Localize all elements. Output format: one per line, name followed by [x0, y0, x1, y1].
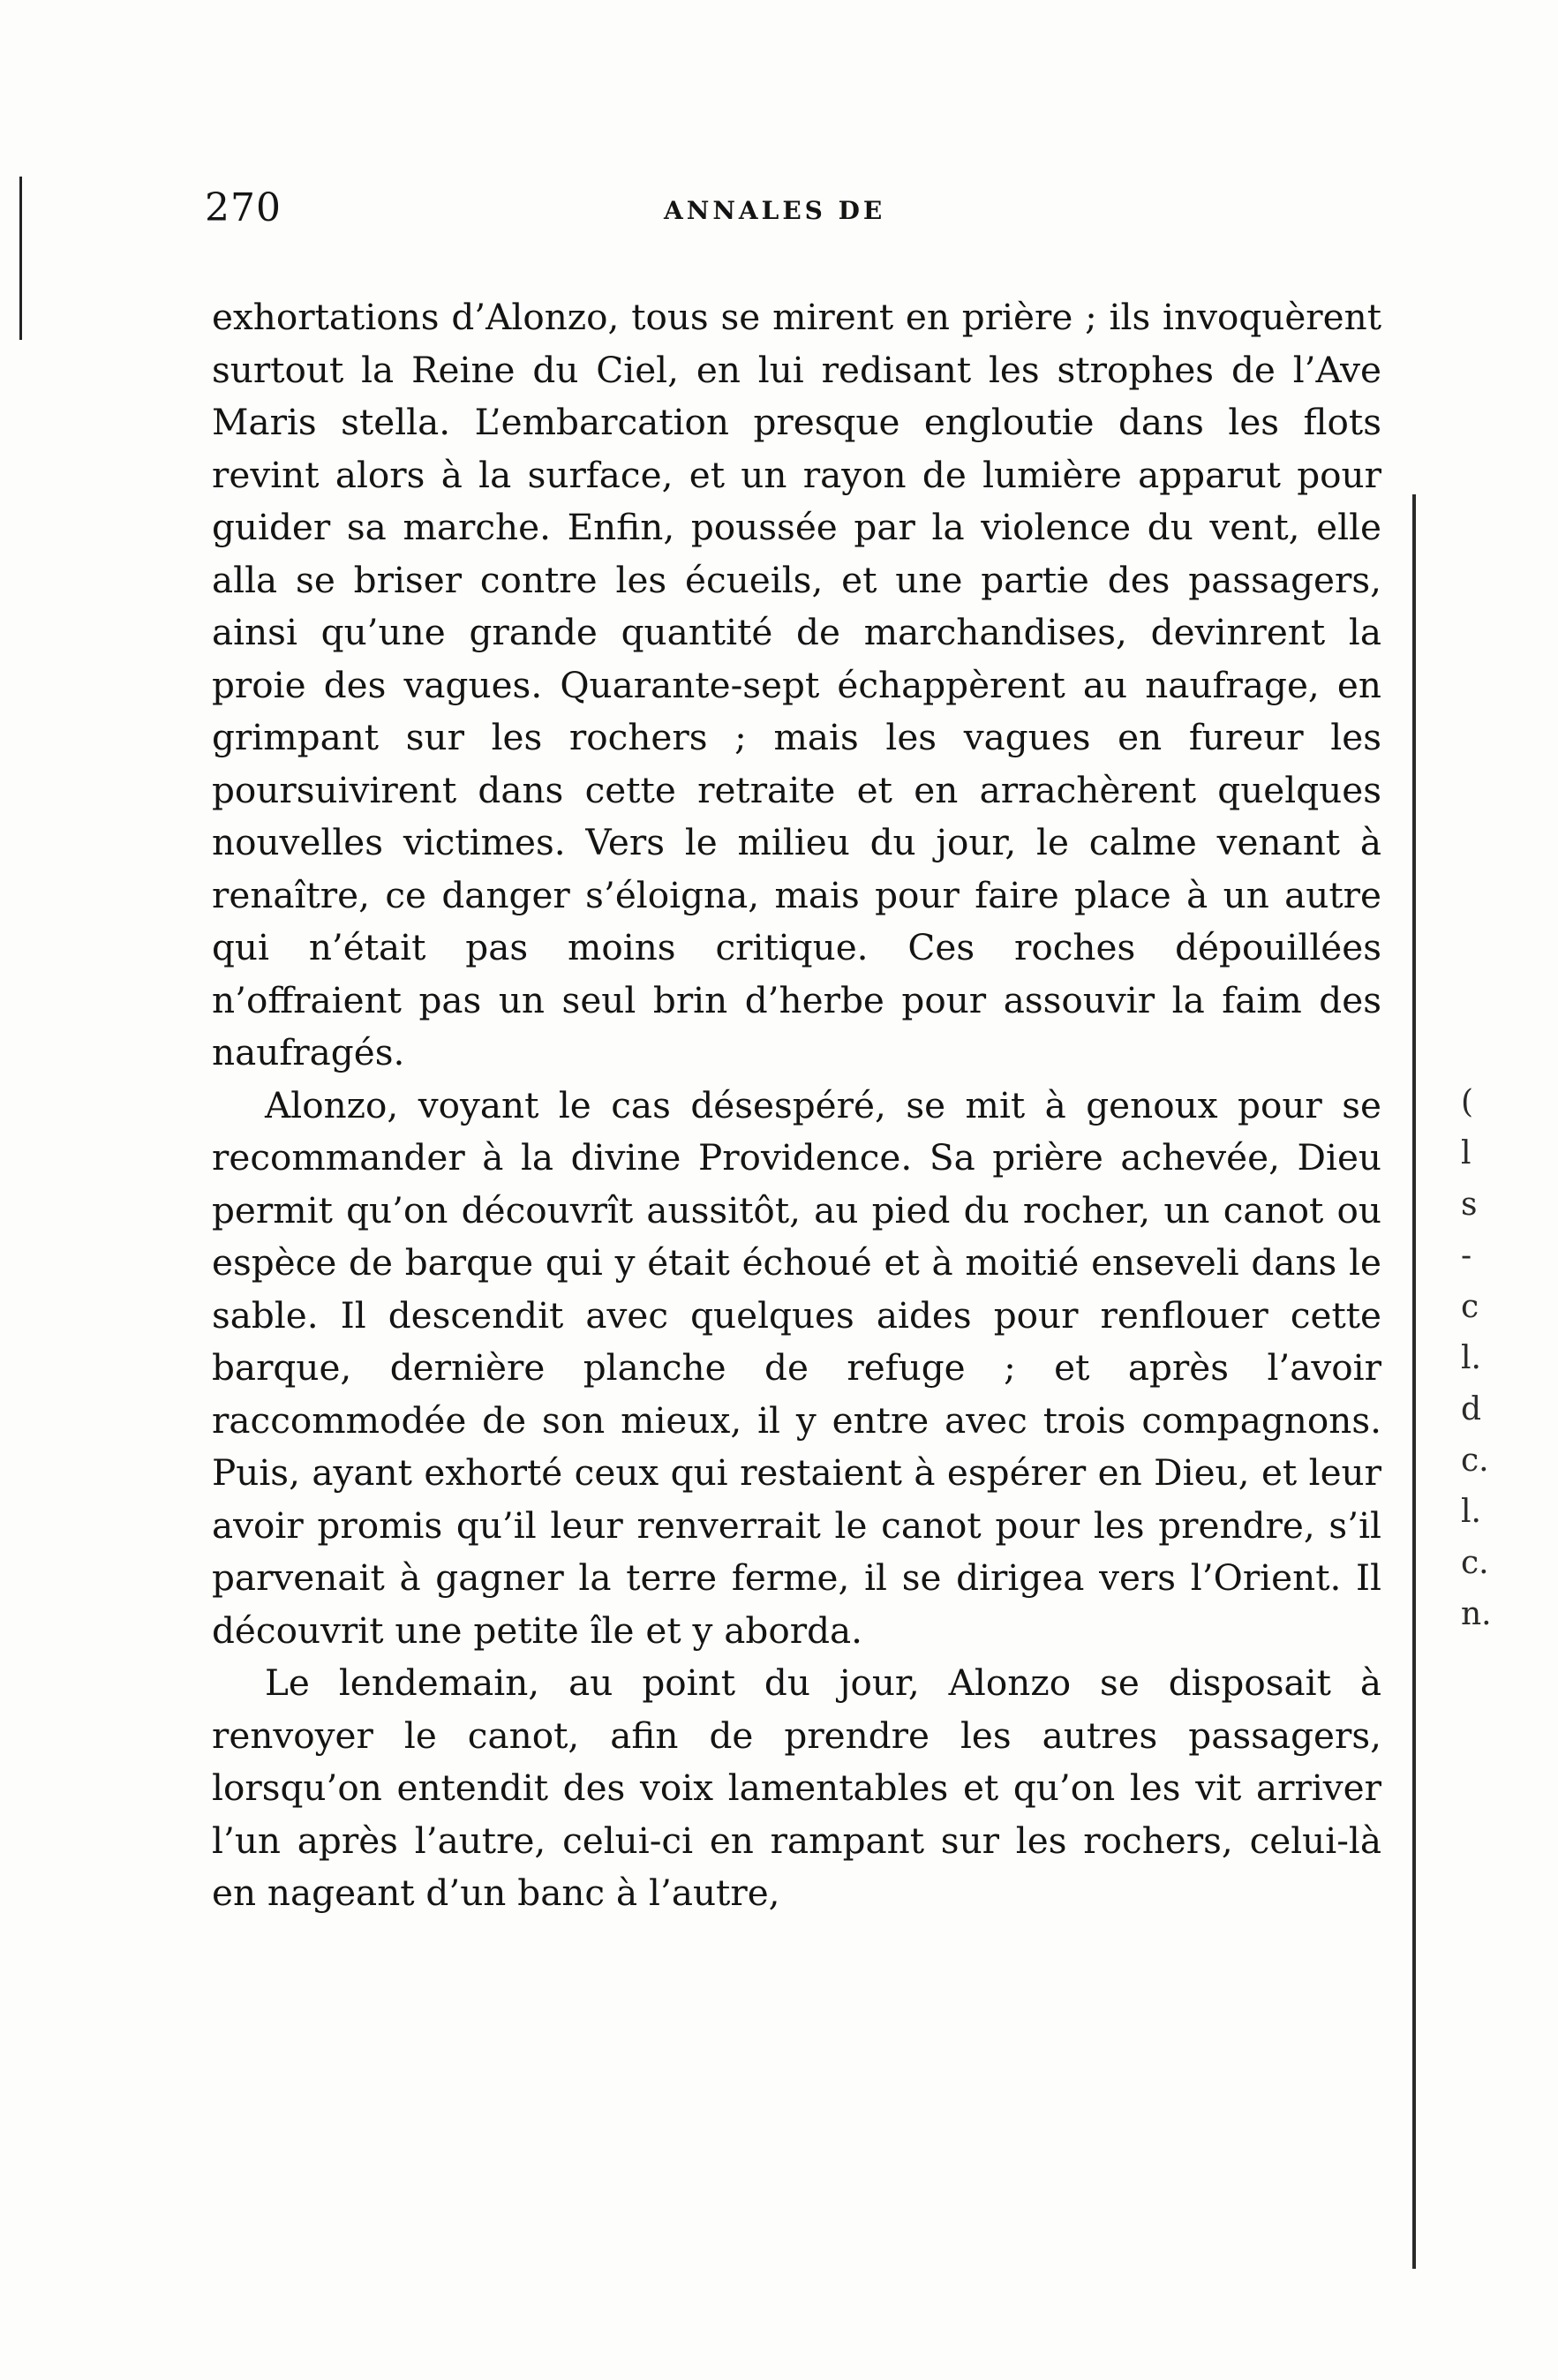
gutter-fragment: c.	[1461, 1442, 1489, 1479]
gutter-fragment: l.	[1461, 1340, 1481, 1376]
paragraph-2: Alonzo, voyant le cas désespéré, se mit à genoux pour se recommander à la divine Providence. Sa prière achevée, Dieu permit qu’on découvrît aussitôt, au pied du rocher, un canot ou espèce de barque qui y était échoué et à moitié enseveli dans le sable. Il descendit avec quelques aides pour renflouer cette barque, dernière planche de refuge ; et après l’avoir raccommodée de son mieux, il y entre avec trois compagnons. Puis, ayant exhorté ceux qui restaient à espérer en Dieu, et leur avoir promis qu’il leur renverrait le canot pour les prendre, s’il parvenait à gagner la terre ferme, il se dirigea vers l’Orient. Il découvrit une petite île et y aborda.	[212, 1083, 1381, 1652]
right-gutter-rule	[1412, 494, 1416, 2269]
gutter-fragment: c	[1461, 1289, 1479, 1325]
gutter-fragment: s	[1461, 1186, 1478, 1223]
gutter-fragment: (	[1461, 1084, 1474, 1120]
page-number: 270	[205, 185, 282, 230]
gutter-fragment: n.	[1461, 1596, 1492, 1632]
left-edge-rule	[19, 177, 22, 340]
facing-page-fragments	[1461, 1077, 1514, 1640]
paragraph-3: Le lendemain, au point du jour, Alonzo se disposait à renvoyer le canot, afin de prendre les autres passagers, lorsqu’on entendit des voix lamentables et qu’on les vit arriver l’un après l’autre, celui-ci en rampant sur les rochers, celui-là en nageant d’un banc à l’autre,	[212, 1661, 1381, 1914]
paragraph-1: exhortations d’Alonzo, tous se mirent en prière ; ils invoquèrent surtout la Reine du Ciel, en lui redisant les strophes de l’Ave Maris stella. L’embarcation presque engloutie dans les flots revint alors à la surface, et un rayon de lumière apparut pour guider sa marche. Enfin, poussée par la violence du vent, elle alla se briser contre les écueils, et une partie des passagers, ainsi qu’une grande quantité de marchandises, devinrent la proie des vagues. Quarante-sept échappèrent au naufrage, en grimpant sur les rochers ; mais les vagues en fureur les poursuivirent dans cette retraite et en arrachèrent quelques nouvelles victimes. Vers le milieu du jour, le calme venant à renaître, ce danger s’éloigna, mais pour faire place à un autre qui n’était pas moins critique. Ces roches dépouillées n’offraient pas un seul brin d’herbe pour assouvir la faim des naufragés.	[212, 296, 1381, 1073]
gutter-fragment: c.	[1461, 1545, 1489, 1581]
gutter-fragment: -	[1461, 1238, 1472, 1274]
gutter-fragment: l.	[1461, 1494, 1481, 1530]
running-title: ANNALES DE	[664, 196, 886, 225]
gutter-fragment: d	[1461, 1391, 1482, 1427]
gutter-fragment: l	[1461, 1135, 1471, 1171]
body-text	[212, 291, 1381, 1920]
page-header	[205, 185, 1383, 247]
